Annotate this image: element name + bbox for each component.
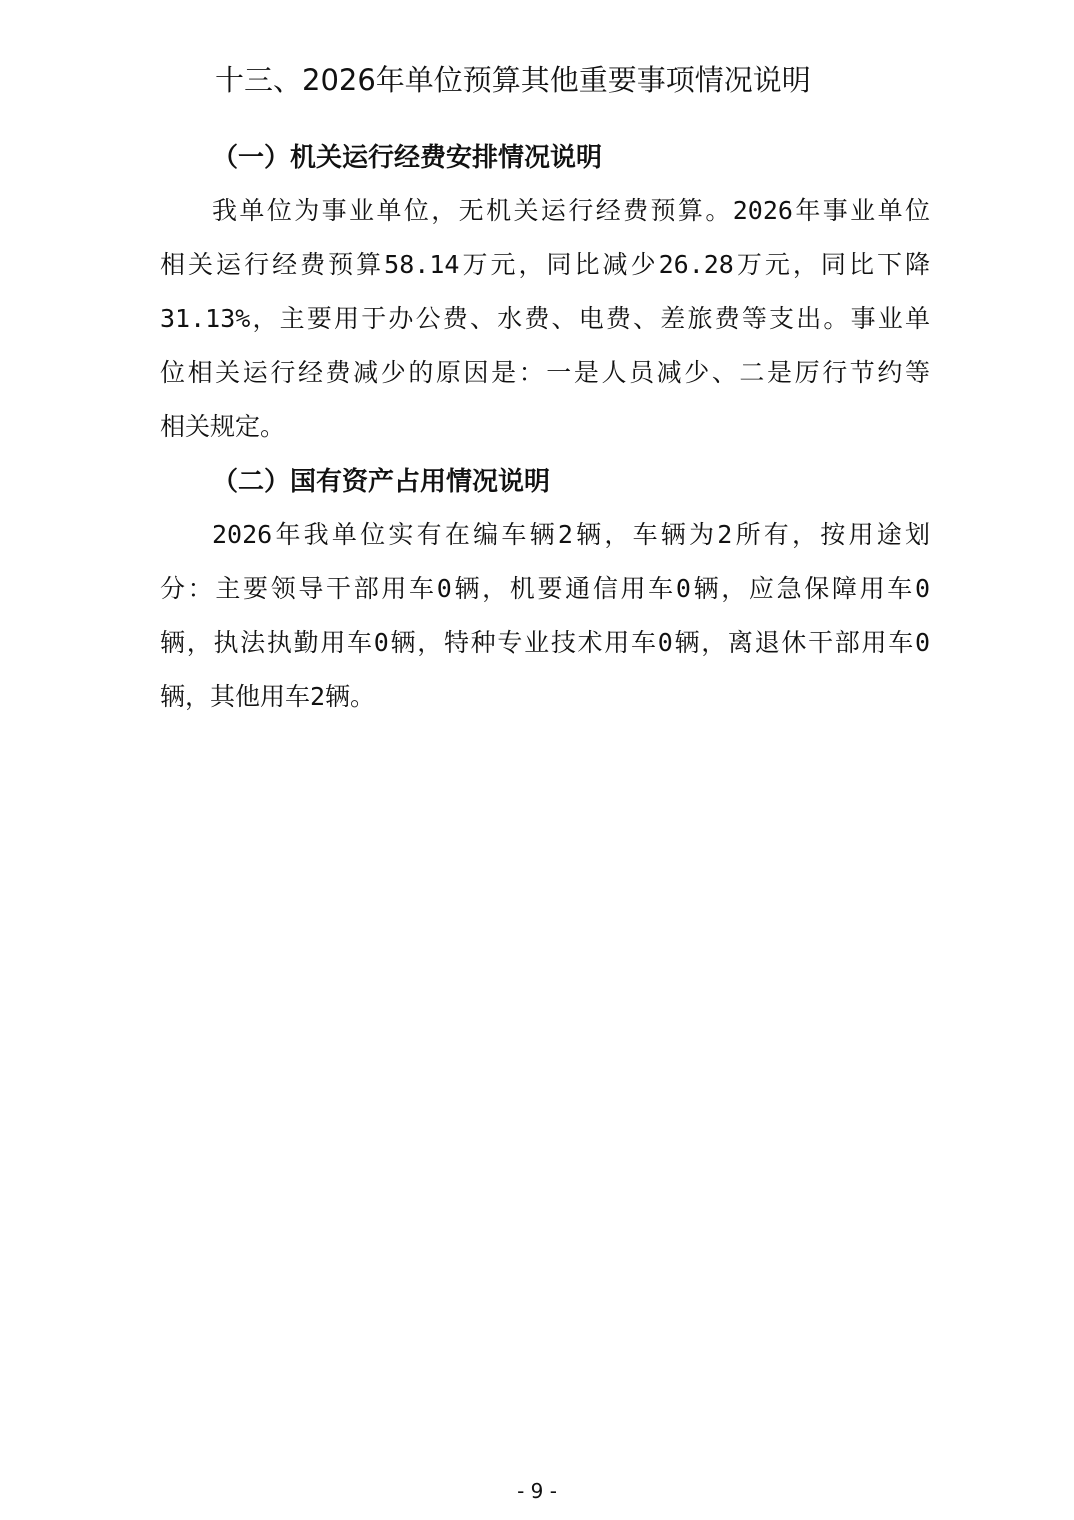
paragraph-operating-funds (160, 184, 930, 454)
paragraph-line: 相关规定。 (160, 412, 286, 441)
paragraph-line: 辆，执法执勤用车0辆，特种专业技术用车0辆，离退休干部用车0 (160, 628, 930, 657)
paragraph-line: 相关运行经费预算58.14万元，同比减少26.28万元，同比下降 (160, 250, 930, 279)
section-heading-operating-funds: （一）机关运行经费安排情况说明 (212, 143, 603, 173)
paragraph-line: 我单位为事业单位，无机关运行经费预算。2026年事业单位 (212, 196, 930, 225)
paragraph-line: 2026年我单位实有在编车辆2辆，车辆为2所有，按用途划 (212, 520, 930, 549)
paragraph-state-assets (160, 508, 930, 724)
main-heading: 十三、2026年单位预算其他重要事项情况说明 (215, 63, 811, 97)
paragraph-line: 位相关运行经费减少的原因是：一是人员减少、二是厉行节约等 (160, 358, 930, 387)
paragraph-line: 31.13%，主要用于办公费、水费、电费、差旅费等支出。事业单 (160, 304, 930, 333)
section-heading-state-assets: （二）国有资产占用情况说明 (212, 467, 551, 497)
paragraph-line: 分：主要领导干部用车0辆，机要通信用车0辆，应急保障用车0 (160, 574, 930, 603)
page-number: - 9 - (517, 1479, 557, 1503)
paragraph-line: 辆，其他用车2辆。 (160, 682, 376, 711)
